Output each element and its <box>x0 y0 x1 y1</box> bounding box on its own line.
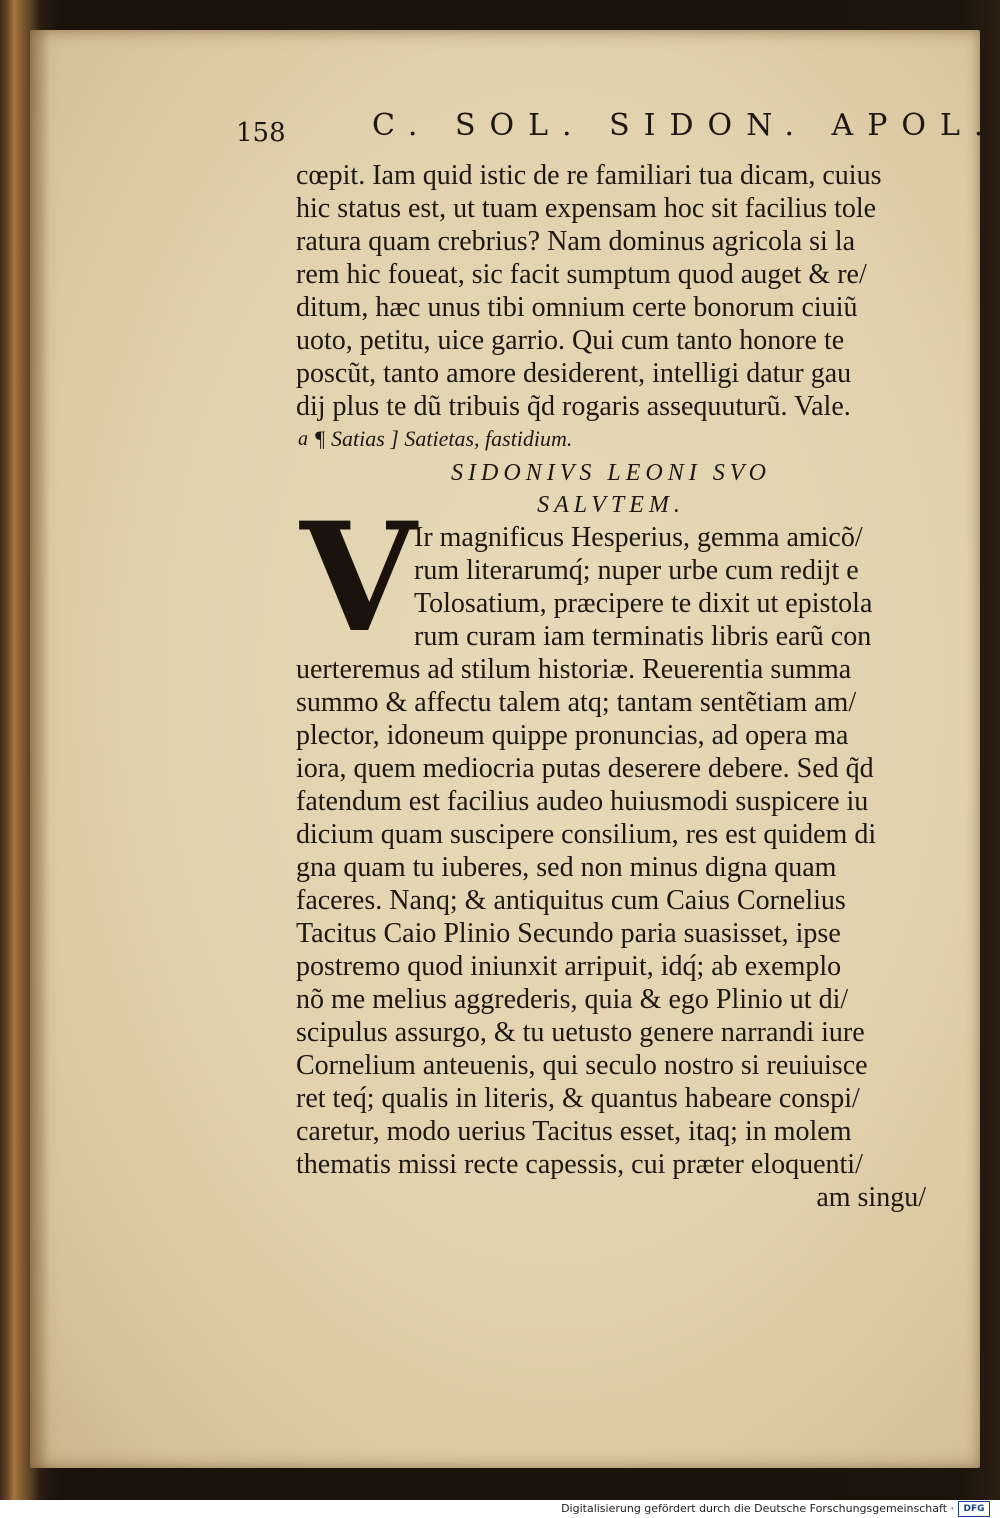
text-line: rem hic foueat, sic facit sumptum quod auget & re/ <box>296 259 867 290</box>
text-line: cœpit. Iam quid istic de re familiari tua dicam, cuius <box>296 160 882 191</box>
text-line: summo & affectu talem atq; tantam sentẽtiam am/ <box>296 687 857 718</box>
text-line: nõ me melius aggrederis, quia & ego Plinio ut di/ <box>296 984 849 1015</box>
text-line: Ir magnificus Hesperius, gemma amicõ/ <box>414 522 863 553</box>
letter-heading: SIDONIVS LEONI SVO <box>451 460 771 486</box>
text-line: uerteremus ad stilum historiæ. Reuerentia summa <box>296 654 852 685</box>
letter-salutation: SALVTEM. <box>537 492 685 518</box>
text-line: ret teq́; qualis in literis, & quantus habeare conspi/ <box>296 1083 860 1114</box>
text-line: Cornelium anteuenis, qui seculo nostro si reuiuisce <box>296 1050 868 1081</box>
footer-credit: Digitalisierung gefördert durch die Deutsche Forschungsgemeinschaft · <box>561 1502 954 1515</box>
drop-cap-initial: V <box>300 490 417 666</box>
text-line: ratura quam crebrius? Nam dominus agricola si la <box>296 226 856 257</box>
text-line: thematis missi recte capessis, cui præter eloquenti/ <box>296 1149 863 1180</box>
text-line: iora, quem mediocria putas deserere debere. Sed q̃d <box>296 753 874 784</box>
text-line: Tacitus Caio Plinio Secundo paria suasisset, ipse <box>296 918 841 949</box>
catchword: am singu/ <box>816 1182 926 1213</box>
text-line: poscũt, tanto amore desiderent, intelligi datur gau <box>296 358 852 389</box>
text-line: uoto, petitu, uice garrio. Qui cum tanto honore te <box>296 325 845 356</box>
text-line: plector, idoneum quippe pronuncias, ad opera ma <box>296 720 849 751</box>
running-title: C. SOL. SIDON. APOL. <box>372 108 998 143</box>
text-line: dij plus te dũ tribuis q̃d rogaris assequuturũ. Vale. <box>296 391 851 422</box>
text-line: dicium quam suscipere consilium, res est quidem di <box>296 819 877 850</box>
text-line: hic status est, ut tuam expensam hoc sit facilius tole <box>296 193 877 224</box>
text-line: Tolosatium, præcipere te dixit ut epistola <box>414 588 873 619</box>
text-line: rum curam iam terminatis libris earũ con <box>414 621 872 652</box>
text-line: rum literarumq́; nuper urbe cum redijt e <box>414 555 859 586</box>
text-line: ditum, hæc unus tibi omnium certe bonorum ciuiũ <box>296 292 858 323</box>
text-line: scipulus assurgo, & tu uetusto genere narrandi iure <box>296 1017 865 1048</box>
note-mark: a <box>298 428 308 450</box>
footnote: ¶ Satias ] Satietas, fastidium. <box>314 426 573 451</box>
dfg-logo: DFG <box>958 1501 990 1517</box>
text-line: postremo quod iniunxit arripuit, idq́; ab exemplo <box>296 951 842 982</box>
text-line: caretur, modo uerius Tacitus esset, itaq; in molem <box>296 1116 852 1147</box>
page-number: 158 <box>236 118 286 148</box>
text-line: faceres. Nanq; & antiquitus cum Caius Cornelius <box>296 885 846 916</box>
text-line: gna quam tu iuberes, sed non minus digna quam <box>296 852 837 883</box>
text-line: fatendum est facilius audeo huiusmodi suspicere iu <box>296 786 869 817</box>
